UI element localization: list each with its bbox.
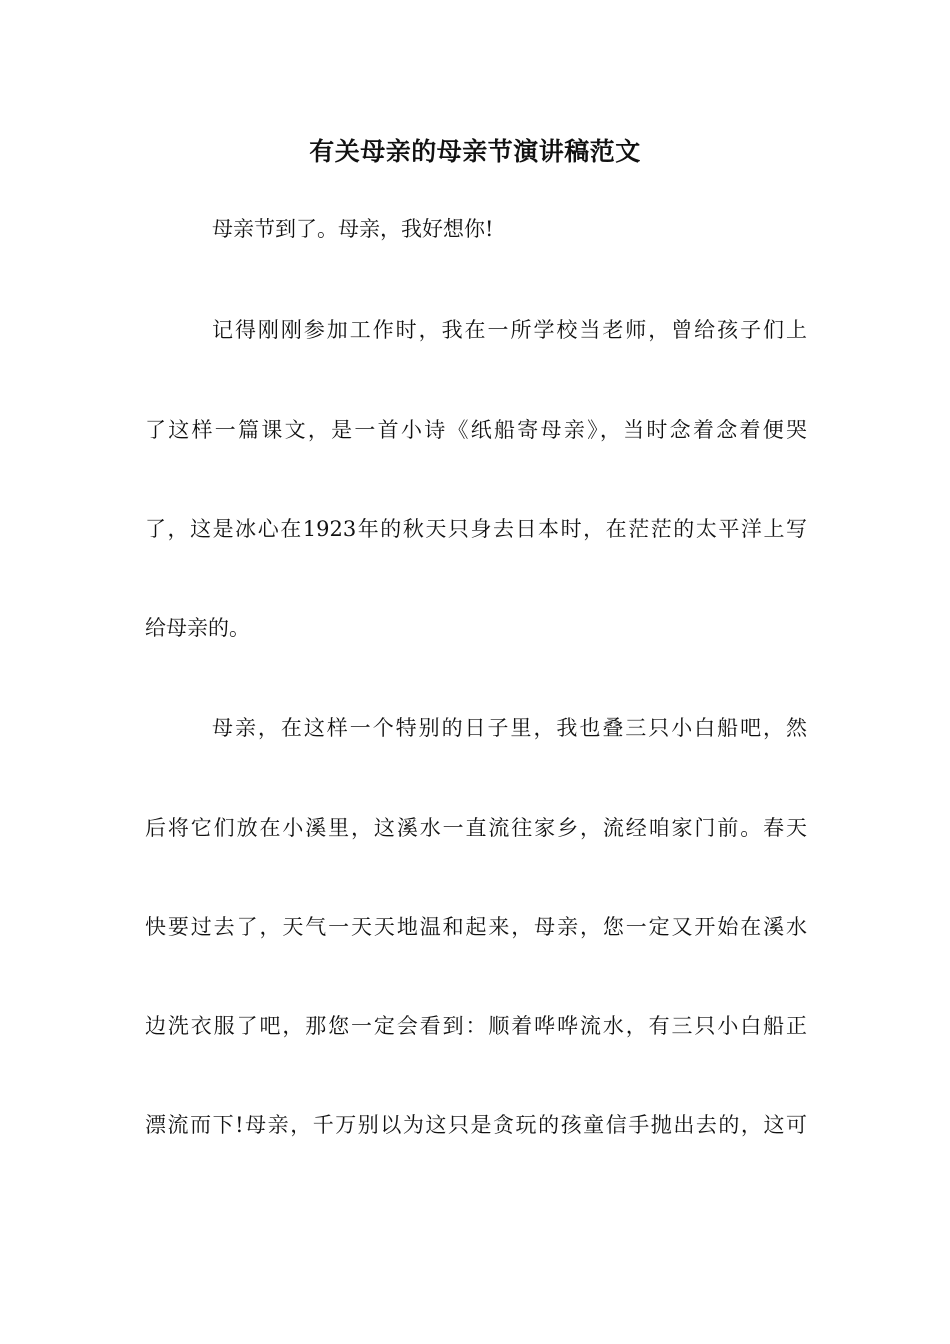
paragraph-2-line-2: 了这样一篇课文，是一首小诗《纸船寄母亲》，当时念着念着便哭 bbox=[145, 418, 807, 442]
document-title: 有关母亲的母亲节演讲稿范文 bbox=[309, 137, 641, 166]
paragraph-2-line-4: 给母亲的。 bbox=[145, 616, 250, 640]
paragraph-3-line-4: 边洗衣服了吧，那您一定会看到：顺着哗哗流水，有三只小白船正 bbox=[145, 1014, 807, 1038]
paragraph-2-line-1: 记得刚刚参加工作时，我在一所学校当老师，曾给孩子们上 bbox=[212, 318, 807, 342]
paragraph-3-line-1: 母亲，在这样一个特别的日子里，我也叠三只小白船吧，然 bbox=[212, 716, 807, 740]
paragraph-3-line-5: 漂流而下!母亲，千万别以为这只是贪玩的孩童信手抛出去的，这可 bbox=[145, 1113, 807, 1137]
paragraph-3-line-3: 快要过去了，天气一天天地温和起来，母亲，您一定又开始在溪水 bbox=[145, 915, 807, 939]
paragraph-3-line-2: 后将它们放在小溪里，这溪水一直流往家乡，流经咱家门前。春天 bbox=[145, 816, 807, 840]
paragraph-2-line-3: 了，这是冰心在1923年的秋天只身去日本时，在茫茫的太平洋上写 bbox=[145, 517, 807, 541]
paragraph-1-line-1: 母亲节到了。母亲，我好想你! bbox=[212, 217, 494, 241]
